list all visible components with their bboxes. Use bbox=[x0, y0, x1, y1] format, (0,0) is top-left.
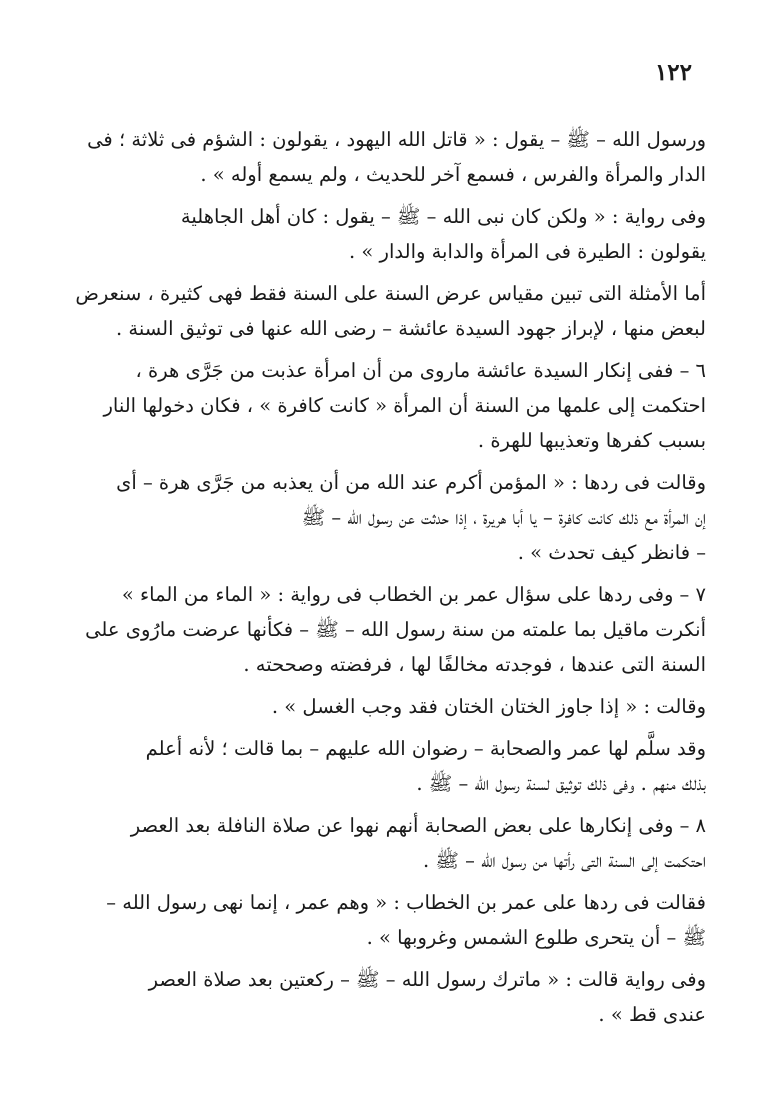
text-line: وقالت : « إذا جاوز الختان الختان فقد وجب الغسل » . bbox=[271, 695, 706, 718]
text-line: السنة التى عندها ، فوجدته مخالفًا لها ، فرفضته وصححته . bbox=[243, 653, 706, 676]
text-line: أما الأمثلة التى تبين مقياس عرض السنة على السنة فقط فهى كثيرة ، سنعرض bbox=[75, 282, 706, 305]
text-line: ٨ – وفى إنكارها على بعض الصحابة أنهم نهوا عن صلاة النافلة بعد العصر bbox=[130, 814, 706, 837]
paragraph bbox=[60, 689, 706, 724]
text-line: احتكمت إلى علمها من السنة أن المرأة « كانت كافرة » ، فكان دخولها النار bbox=[103, 394, 706, 417]
text-line: إن المرأة مع ذلك كانت كافرة – يا أبا هريرة ، إذا حدثت عن رسول الله – ﷺ bbox=[301, 506, 706, 529]
text-line: – فانظر كيف تحدث » . bbox=[517, 541, 706, 564]
text-line: احتكمت إلى السنة التى رأتها من رسول الله – ﷺ . bbox=[422, 849, 706, 872]
paragraph bbox=[60, 731, 706, 801]
paragraph bbox=[60, 353, 706, 458]
paragraph bbox=[60, 962, 706, 1032]
paragraph bbox=[60, 199, 706, 269]
text-line: فقالت فى ردها على عمر بن الخطاب : « وهم عمر ، إنما نهى رسول الله – bbox=[106, 891, 706, 914]
text-line: وفى رواية قالت : « ماترك رسول الله – ﷺ – ركعتين بعد صلاة العصر bbox=[148, 968, 706, 991]
paragraph bbox=[60, 122, 706, 192]
page-number: ١٢٢ bbox=[654, 59, 692, 86]
text-line: أنكرت ماقيل بما علمته من سنة رسول الله – ﷺ – فكأنها عرضت مارُوى على bbox=[85, 618, 706, 641]
text-line: ٧ – وفى ردها على سؤال عمر بن الخطاب فى رواية : « الماء من الماء » bbox=[121, 583, 706, 606]
text-line: وفى رواية : « ولكن كان نبى الله – ﷺ – يقول : كان أهل الجاهلية bbox=[180, 205, 706, 228]
text-line: لبعض منها ، لإبراز جهود السيدة عائشة – رضى الله عنها فى توثيق السنة . bbox=[116, 317, 706, 340]
paragraph bbox=[60, 808, 706, 878]
text-line: ﷺ – أن يتحرى طلوع الشمس وغروبها » . bbox=[366, 926, 706, 949]
paragraph bbox=[60, 577, 706, 682]
text-line: يقولون : الطيرة فى المرأة والدابة والدار » . bbox=[349, 240, 706, 263]
paragraph bbox=[60, 276, 706, 346]
text-line: الدار والمرأة والفرس ، فسمع آخر للحديث ، ولم يسمع أوله » . bbox=[200, 163, 706, 186]
text-line: بذلك منهم . وفى ذلك توثيق لسنة رسول الله – ﷺ . bbox=[416, 772, 706, 795]
text-line: بسبب كفرها وتعذيبها للهرة . bbox=[477, 429, 706, 452]
body-text bbox=[60, 122, 706, 1032]
text-line: ٦ – ففى إنكار السيدة عائشة ماروى من أن امرأة عذبت من جَرَّى هرة ، bbox=[135, 359, 706, 382]
text-line: ورسول الله – ﷺ – يقول : « قاتل الله اليهود ، يقولون : الشؤم فى ثلاثة ؛ فى bbox=[87, 128, 706, 151]
text-line: وقالت فى ردها : « المؤمن أكرم عند الله من أن يعذبه من جَرَّى هرة – أى bbox=[116, 471, 706, 494]
text-line: عندى قط » . bbox=[598, 1003, 706, 1026]
text-line: وقد سلَّم لها عمر والصحابة – رضوان الله عليهم – بما قالت ؛ لأنه أعلم bbox=[145, 737, 706, 760]
paragraph bbox=[60, 465, 706, 570]
paragraph bbox=[60, 885, 706, 955]
